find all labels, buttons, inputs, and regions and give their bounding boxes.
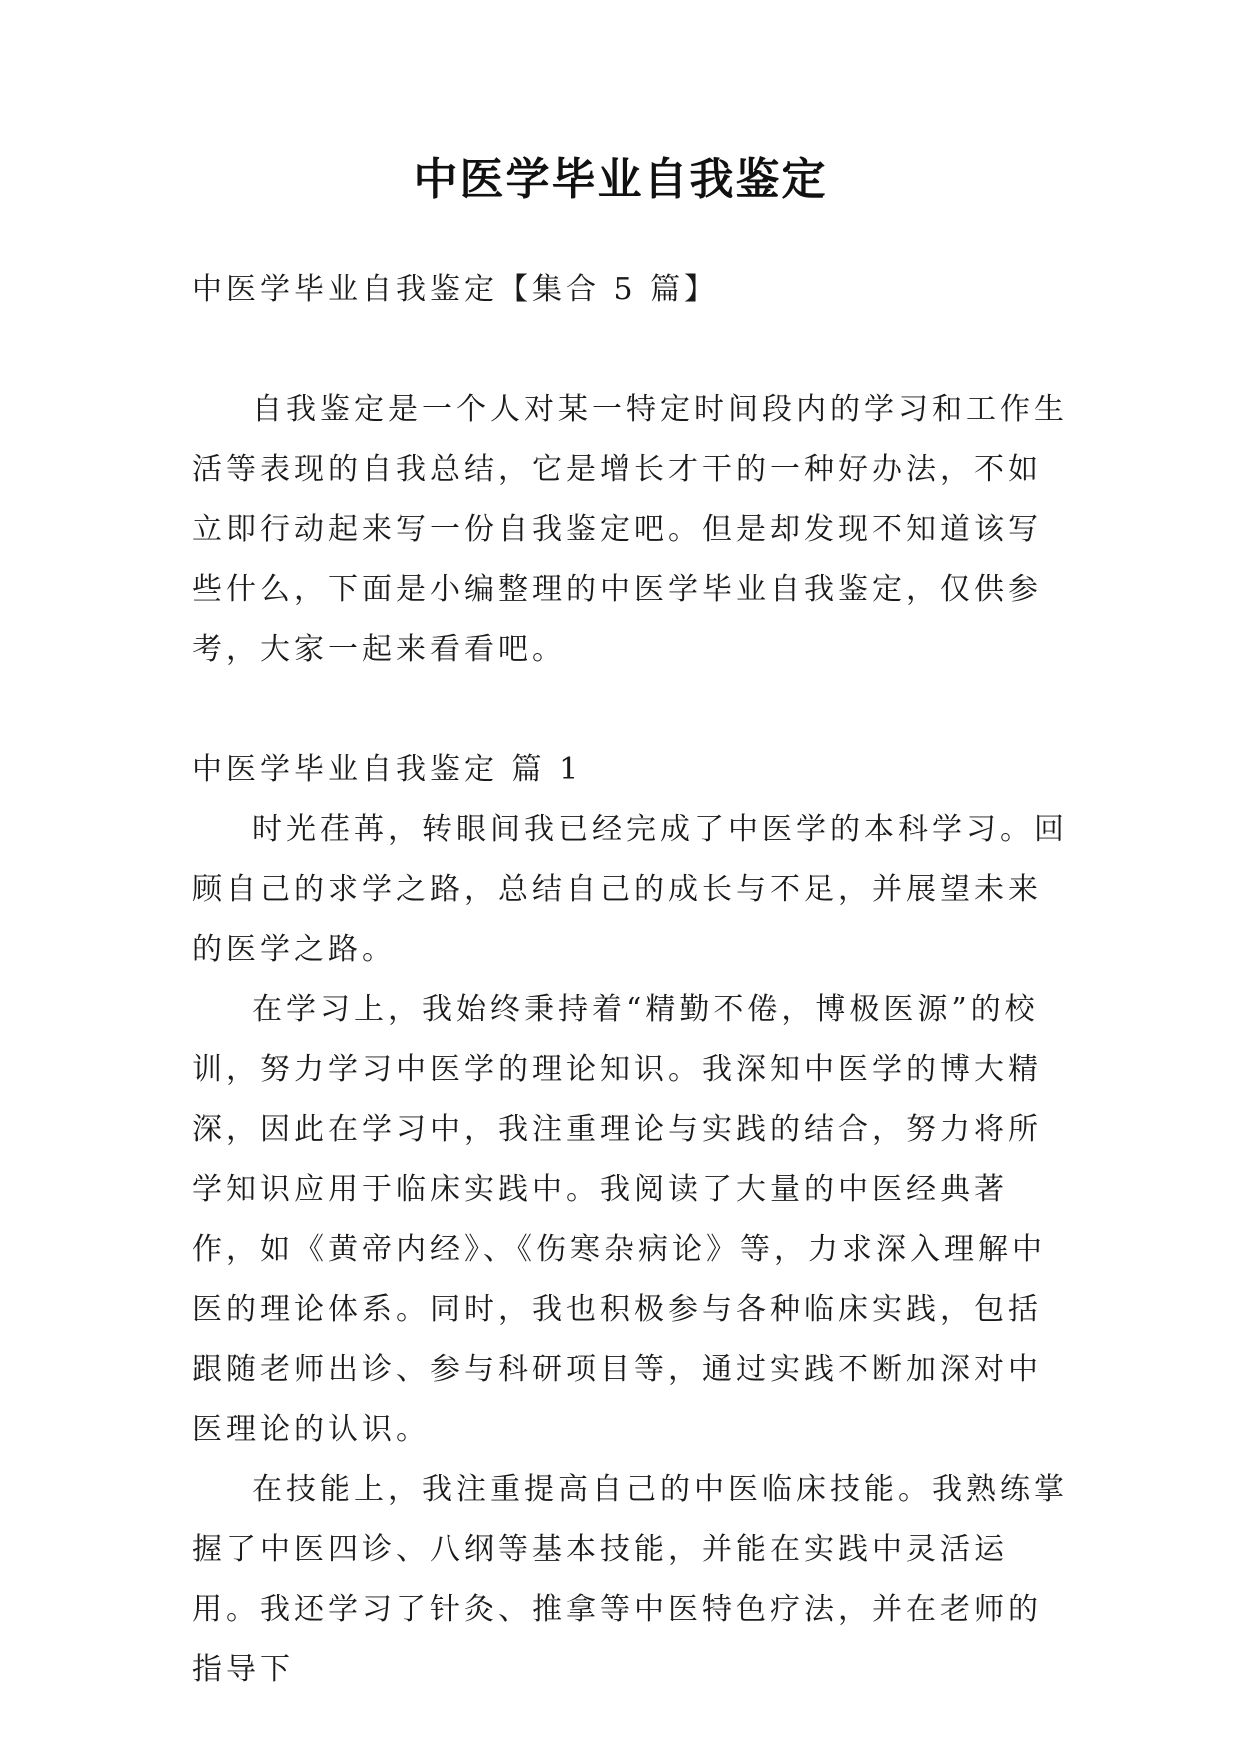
body-paragraph-1: 时光荏苒，转眼间我已经完成了中医学的本科学习。回顾自己的求学之路，总结自己的成长与不足，并展望未来的医学之路。 <box>192 812 1068 967</box>
section-title: 中医学毕业自我鉴定 篇 1 <box>192 752 583 787</box>
document-body <box>192 260 1072 1700</box>
body-paragraph-2: 在学习上，我始终秉持着“精勤不倦，博极医源”的校训，努力学习中医学的理论知识。我深知中医学的博大精深，因此在学习中，我注重理论与实践的结合，努力将所学知识应用于临床实践中。我阅读了大量的中医经典著作，如《黄帝内经》、《伤寒杂病论》等，力求深入理解中医的理论体系。同时，我也积极参与各种临床实践，包括跟随老师出诊、参与科研项目等，通过实践不断加深对中医理论的认识。 <box>192 992 1046 1447</box>
document-title: 中医学毕业自我鉴定 <box>413 154 828 205</box>
document-subtitle: 中医学毕业自我鉴定【集合 5 篇】 <box>192 272 719 307</box>
body-paragraph-3: 在技能上，我注重提高自己的中医临床技能。我熟练掌握了中医四诊、八纲等基本技能，并能在实践中灵活运用。我还学习了针灸、推拿等中医特色疗法，并在老师的指导下 <box>192 1472 1068 1687</box>
intro-paragraph: 自我鉴定是一个人对某一特定时间段内的学习和工作生活等表现的自我总结，它是增长才干的一种好办法，不如立即行动起来写一份自我鉴定吧。但是却发现不知道该写些什么，下面是小编整理的中医学毕业自我鉴定，仅供参考，大家一起来看看吧。 <box>192 392 1068 667</box>
